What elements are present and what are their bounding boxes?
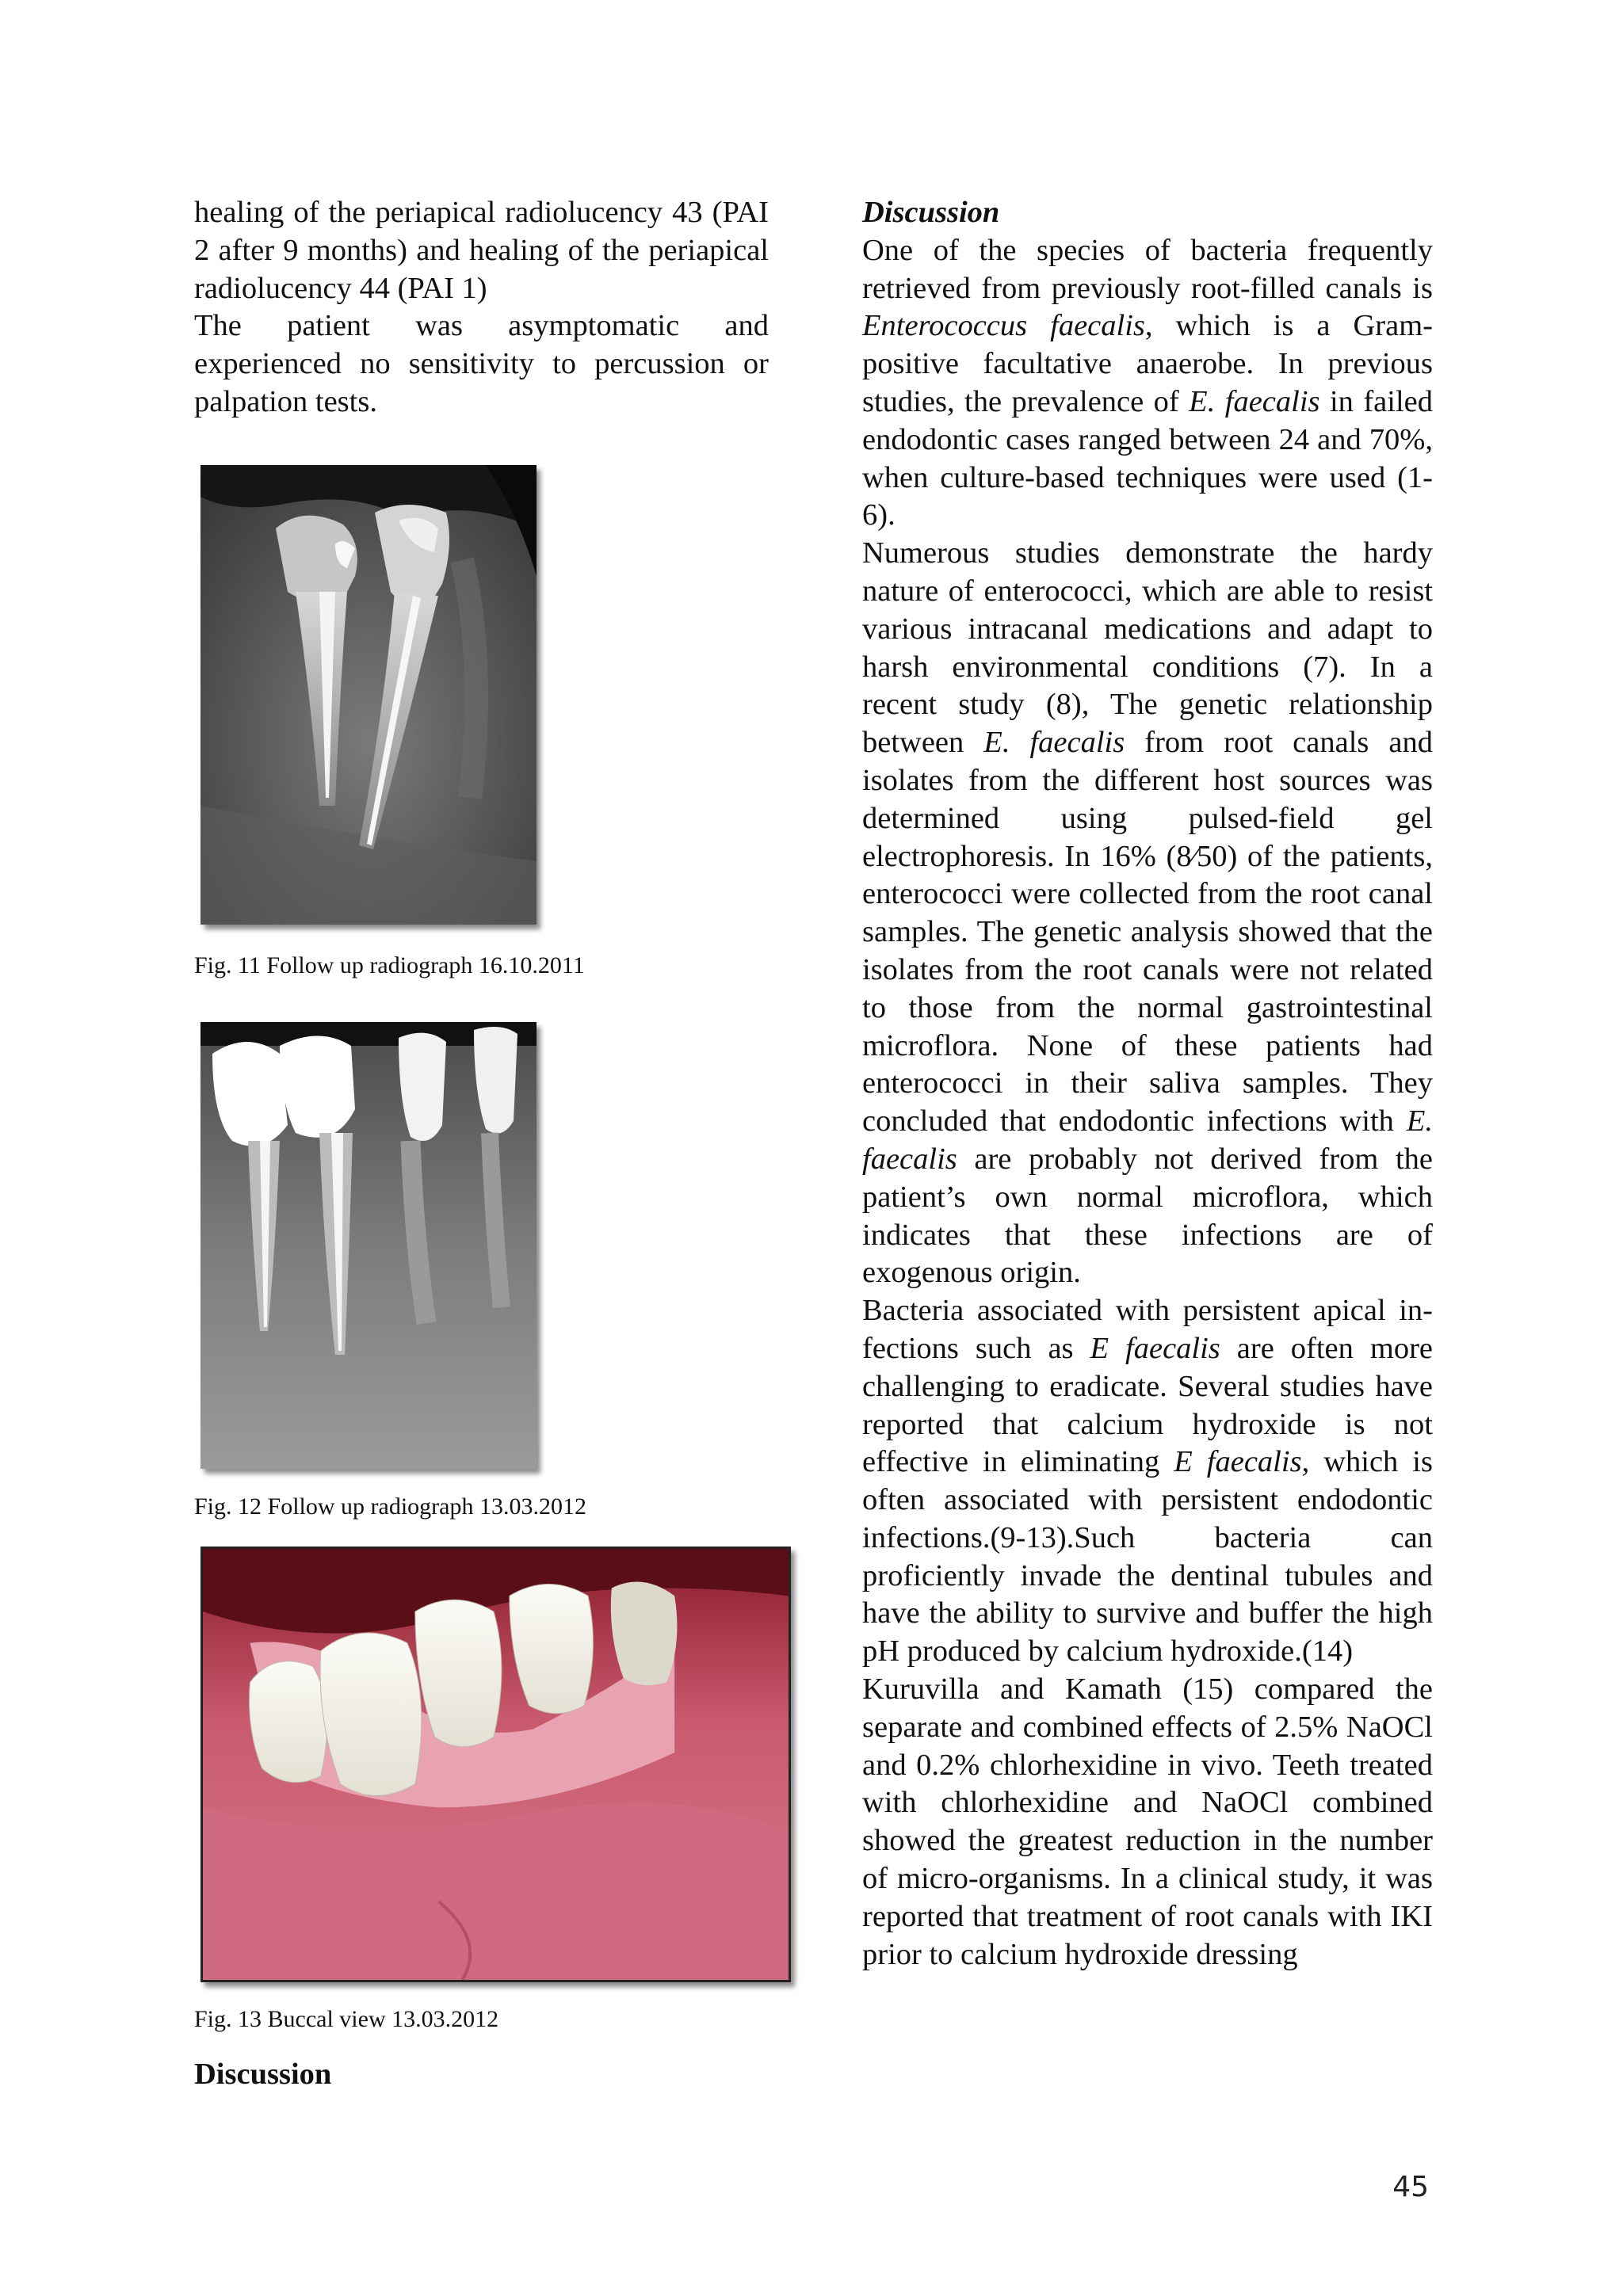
left-column bbox=[194, 194, 769, 421]
figure-12-caption: Fig. 12 Follow up radiograph 13.03.2012 bbox=[194, 1493, 586, 1520]
figure-13-caption: Fig. 13 Buccal view 13.03.2012 bbox=[194, 2006, 499, 2032]
paragraph-2: Numerous studies demonstrate the hardy nature of enterococci, which are able to resist various intracanal medications and adapt to harsh environmental conditions (7). In a recent study (8), The genetic relationship between E. faecalis from root canals and isolates from the different host sources was determined using pulsed-field gel electrophoresis. In 16% (8⁄50) of the patients, enterococci were collected from the root canal samples. The genetic analysis showed that the isolates from the root canals were not related to those from the normal gastrointestinal microflora. None of these patients had enterococci in their saliva samples. They concluded that endodontic infections with E. faecalis are probably not derived from the patient’s own normal microflora, which indicates that these infections are of exogenous origin. bbox=[862, 536, 1433, 1290]
paragraph-4: Kuruvilla and Kamath (15) compared the separate and combined effects of 2.5% NaOCl and 0.2% chlorhexidine in vivo. Teeth treated with chlorhexidine and NaOCl combined showed the greatest reduction in the number of micro-organisms. In a clinical study, it was reported that treatment of root canals with IKI prior to calcium hydroxide dressing bbox=[862, 1672, 1433, 1971]
discussion-heading: Discussion bbox=[862, 196, 1000, 229]
page-number: 45 bbox=[1392, 2171, 1429, 2203]
intro-paragraph-2: The patient was asymptomatic and experienced no sensitivity to percussion or palpation tests. bbox=[194, 309, 769, 418]
paragraph-3: Bacteria associated with persistent apical in- fections such as E faecalis are often more challenging to eradicate. Several studies have reported that calcium hydroxide is not effective in eliminating E faecalis, which is often associated with persistent endodontic infections.(9-13).Such bacteria can proficiently invade the dentinal tubules and have the ability to survive and buffer the high pH produced by calcium hydroxide.(14) bbox=[862, 1294, 1433, 1669]
intro-paragraph-1: healing of the periapical radiolucency 43 (PAI 2 after 9 months) and healing of the periapical radiolucency 44 (PAI 1) bbox=[194, 196, 769, 305]
figure-11-caption: Fig. 11 Follow up radiograph 16.10.2011 bbox=[194, 952, 585, 978]
figure-12-radiograph bbox=[200, 1022, 537, 1469]
right-column bbox=[862, 194, 1433, 1974]
figure-13-buccal-photo bbox=[200, 1547, 791, 1982]
discussion-heading-left: Discussion bbox=[194, 2058, 332, 2091]
figure-11-radiograph bbox=[200, 465, 537, 925]
paragraph-1: One of the species of bacteria frequently retrieved from previously root-filled canals is Enterococcus faecalis, which is a Gram-positive facultative anaerobe. In previous studies, the prevalence of E. faecalis in failed endodontic cases ranged between 24 and 70%, when culture-based techniques were used (1-6). bbox=[862, 233, 1433, 532]
